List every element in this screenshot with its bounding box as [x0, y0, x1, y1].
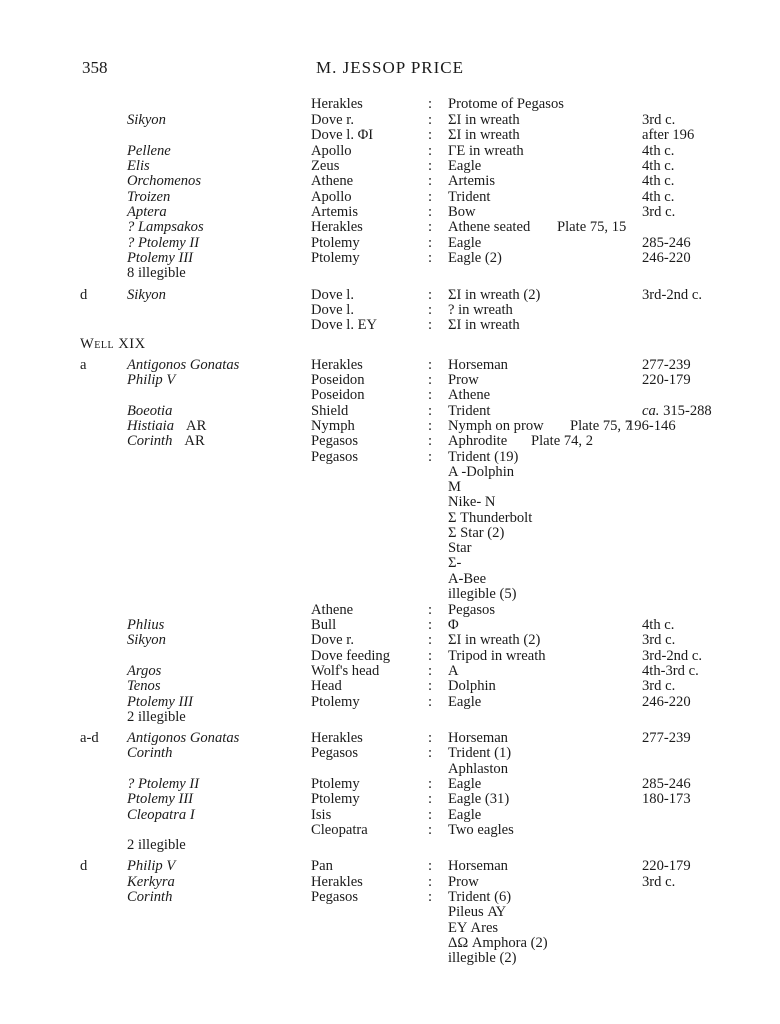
obverse-cell: Pegasos: [311, 433, 359, 449]
obverse-cell: Pegasos: [311, 889, 359, 905]
obverse-cell: Herakles: [311, 357, 363, 373]
reverse-cell: Σ-: [448, 555, 462, 571]
reverse-cell: Φ: [448, 617, 459, 633]
colon-separator: :: [428, 127, 433, 143]
reverse-cell: Athene seated: [448, 219, 531, 235]
colon-separator: :: [428, 96, 433, 112]
obverse-cell: Athene: [311, 602, 354, 618]
mint-cell: Kerkyra: [127, 874, 175, 890]
mint-cell: Corinth AR: [127, 433, 205, 449]
colon-separator: :: [428, 874, 433, 890]
table-row: [0, 464, 780, 480]
mint-cell: Cleopatra I: [127, 807, 195, 823]
context-label: a-d: [80, 730, 99, 746]
date-cell: 180-173: [642, 791, 691, 807]
obverse-cell: Athene: [311, 173, 354, 189]
obverse-cell: Herakles: [311, 219, 363, 235]
reverse-cell: Μ: [448, 479, 461, 495]
illegible-count: 8 illegible: [127, 265, 186, 281]
reverse-cell: Eagle: [448, 776, 482, 792]
section-heading: Well XIX: [80, 336, 146, 352]
mint-cell: Philip V: [127, 858, 176, 874]
reverse-cell: ΣΙ in wreath: [448, 317, 520, 333]
date-cell: 220-179: [642, 372, 691, 388]
mint-cell: ? Ptolemy II: [127, 776, 200, 792]
colon-separator: :: [428, 143, 433, 159]
reverse-cell: Σ Thunderbolt: [448, 510, 533, 526]
reverse-cell: Trident: [448, 189, 491, 205]
table-row: [0, 663, 780, 679]
reverse-cell: Α: [448, 663, 459, 679]
obverse-cell: Pegasos: [311, 745, 359, 761]
context-label: d: [80, 858, 88, 874]
colon-separator: :: [428, 648, 433, 664]
mint-cell: Aptera: [127, 204, 167, 220]
obverse-cell: Zeus: [311, 158, 340, 174]
table-row: [0, 372, 780, 388]
date-cell: 3rd c.: [642, 632, 676, 648]
obverse-cell: Wolf's head: [311, 663, 380, 679]
context-label: a: [80, 357, 87, 373]
obverse-cell: Herakles: [311, 96, 363, 112]
date-cell: 277-239: [642, 730, 691, 746]
table-row: [0, 648, 780, 664]
table-row: [0, 96, 780, 112]
obverse-cell: Ptolemy: [311, 235, 360, 251]
table-row: [0, 403, 780, 419]
table-row: [0, 143, 780, 159]
mint-cell: Corinth: [127, 745, 173, 761]
reverse-cell: Σ Star (2): [448, 525, 505, 541]
plate-reference: Plate 74, 2: [531, 433, 594, 449]
colon-separator: :: [428, 158, 433, 174]
colon-separator: :: [428, 807, 433, 823]
colon-separator: :: [428, 663, 433, 679]
table-row: [0, 112, 780, 128]
metal-label: AR: [186, 418, 207, 434]
obverse-cell: Dove r.: [311, 112, 354, 128]
reverse-cell: Eagle: [448, 235, 482, 251]
plate-reference: Plate 75, 7: [570, 418, 633, 434]
table-row: [0, 336, 780, 352]
mint-cell: Histiaia AR: [127, 418, 207, 434]
table-row: [0, 632, 780, 648]
colon-separator: :: [428, 418, 433, 434]
mint-cell: Argos: [127, 663, 162, 679]
obverse-cell: Dove l. ΕΥ: [311, 317, 378, 333]
table-row: [0, 694, 780, 710]
table-row: [0, 158, 780, 174]
table-row: [0, 387, 780, 403]
date-cell: 4th c.: [642, 617, 675, 633]
obverse-cell: Herakles: [311, 730, 363, 746]
colon-separator: :: [428, 250, 433, 266]
mint-cell: Orchomenos: [127, 173, 202, 189]
obverse-cell: Apollo: [311, 143, 352, 159]
obverse-cell: Apollo: [311, 189, 352, 205]
colon-separator: :: [428, 173, 433, 189]
mint-cell: Sikyon: [127, 112, 166, 128]
date-cell: 277-239: [642, 357, 691, 373]
table-row: [0, 935, 780, 951]
illegible-count: 2 illegible: [127, 837, 186, 853]
colon-separator: :: [428, 372, 433, 388]
running-head: M. JESSOP PRICE: [315, 58, 465, 77]
table-row: [0, 889, 780, 905]
mint-cell: Ptolemy III: [127, 694, 194, 710]
table-row: [0, 950, 780, 966]
colon-separator: :: [428, 219, 433, 235]
table-row: [0, 317, 780, 333]
reverse-cell: Prow: [448, 372, 479, 388]
colon-separator: :: [428, 889, 433, 905]
date-cell: 3rd c.: [642, 678, 676, 694]
obverse-cell: Dove l. ΦΙ: [311, 127, 374, 143]
reverse-cell: Eagle (2): [448, 250, 502, 266]
illegible-count: 2 illegible: [127, 709, 186, 725]
obverse-cell: Shield: [311, 403, 349, 419]
obverse-cell: Poseidon: [311, 387, 365, 403]
table-row: [0, 540, 780, 556]
colon-separator: :: [428, 745, 433, 761]
reverse-cell: Prow: [448, 874, 479, 890]
table-row: [0, 219, 780, 235]
mint-cell: Antigonos Gonatas: [127, 730, 240, 746]
date-cell: 3rd c.: [642, 874, 676, 890]
mint-cell: Philip V: [127, 372, 176, 388]
table-row: [0, 791, 780, 807]
colon-separator: :: [428, 433, 433, 449]
mint-cell: Troizen: [127, 189, 171, 205]
reverse-cell: ΣΙ in wreath: [448, 112, 520, 128]
mint-cell: Tenos: [127, 678, 161, 694]
colon-separator: :: [428, 858, 433, 874]
reverse-cell: ΕΥ Ares: [448, 920, 499, 936]
table-row: [0, 189, 780, 205]
table-row: [0, 617, 780, 633]
table-row: [0, 510, 780, 526]
colon-separator: :: [428, 617, 433, 633]
colon-separator: :: [428, 694, 433, 710]
mint-cell: Phlius: [127, 617, 165, 633]
obverse-cell: Ptolemy: [311, 776, 360, 792]
reverse-cell: illegible (5): [448, 586, 517, 602]
table-row: [0, 678, 780, 694]
mint-cell: Ptolemy III: [127, 791, 194, 807]
reverse-cell: Nymph on prow: [448, 418, 544, 434]
table-row: [0, 433, 780, 449]
reverse-cell: Eagle (31): [448, 791, 510, 807]
reverse-cell: ΣΙ in wreath: [448, 127, 520, 143]
obverse-cell: Dove r.: [311, 632, 354, 648]
table-row: [0, 807, 780, 823]
reverse-cell: illegible (2): [448, 950, 517, 966]
date-cell: after 196: [642, 127, 695, 143]
mint-cell: Boeotia: [127, 403, 173, 419]
colon-separator: :: [428, 822, 433, 838]
obverse-cell: Head: [311, 678, 342, 694]
mint-cell: Antigonos Gonatas: [127, 357, 240, 373]
mint-cell: Elis: [127, 158, 150, 174]
date-cell: 4th c.: [642, 158, 675, 174]
table-row: [0, 479, 780, 495]
mint-cell: ? Lampsakos: [127, 219, 204, 235]
reverse-cell: Horseman: [448, 730, 508, 746]
reverse-cell: Horseman: [448, 858, 508, 874]
reverse-cell: Trident (1): [448, 745, 512, 761]
table-row: [0, 730, 780, 746]
date-cell: 246-220: [642, 694, 691, 710]
colon-separator: :: [428, 112, 433, 128]
table-row: [0, 357, 780, 373]
reverse-cell: Artemis: [448, 173, 496, 189]
date-cell: 3rd-2nd c.: [642, 648, 702, 664]
reverse-cell: Α -Dolphin: [448, 464, 515, 480]
table-row: [0, 173, 780, 189]
obverse-cell: Poseidon: [311, 372, 365, 388]
obverse-cell: Nymph: [311, 418, 355, 434]
table-row: [0, 602, 780, 618]
date-cell: 285-246: [642, 235, 691, 251]
reverse-cell: Α-Bee: [448, 571, 487, 587]
mint-cell: Sikyon: [127, 632, 166, 648]
date-cell: 4th c.: [642, 189, 675, 205]
colon-separator: :: [428, 403, 433, 419]
date-cell: 4th c.: [642, 143, 675, 159]
date-cell: 285-246: [642, 776, 691, 792]
table-row: [0, 555, 780, 571]
table-row: [0, 761, 780, 777]
obverse-cell: Ptolemy: [311, 250, 360, 266]
obverse-cell: Artemis: [311, 204, 359, 220]
reverse-cell: Athene: [448, 387, 491, 403]
table-row: [0, 571, 780, 587]
obverse-cell: Cleopatra: [311, 822, 368, 838]
table-row: [0, 822, 780, 838]
table-row: [0, 920, 780, 936]
reverse-cell: Dolphin: [448, 678, 496, 694]
table-row: [0, 858, 780, 874]
reverse-cell: Trident (6): [448, 889, 512, 905]
colon-separator: :: [428, 791, 433, 807]
colon-separator: :: [428, 204, 433, 220]
reverse-cell: Star: [448, 540, 472, 556]
obverse-cell: Dove l.: [311, 287, 354, 303]
obverse-cell: Dove feeding: [311, 648, 391, 664]
table-row: [0, 418, 780, 434]
colon-separator: :: [428, 730, 433, 746]
table-row: [0, 265, 780, 281]
reverse-cell: Nike- Ν: [448, 494, 496, 510]
colon-separator: :: [428, 776, 433, 792]
table-row: [0, 494, 780, 510]
obverse-cell: Isis: [311, 807, 332, 823]
reverse-cell: Aphlaston: [448, 761, 508, 777]
table-row: [0, 776, 780, 792]
table-row: [0, 235, 780, 251]
colon-separator: :: [428, 287, 433, 303]
reverse-cell: Bow: [448, 204, 476, 220]
reverse-cell: Eagle: [448, 807, 482, 823]
reverse-cell: ΓΕ in wreath: [448, 143, 524, 159]
colon-separator: :: [428, 602, 433, 618]
reverse-cell: Tripod in wreath: [448, 648, 546, 664]
obverse-cell: Herakles: [311, 874, 363, 890]
colon-separator: :: [428, 678, 433, 694]
colon-separator: :: [428, 449, 433, 465]
date-cell: 4th-3rd c.: [642, 663, 699, 679]
mint-cell: Ptolemy III: [127, 250, 194, 266]
obverse-cell: Dove l.: [311, 302, 354, 318]
obverse-cell: Ptolemy: [311, 694, 360, 710]
page-number: 358: [82, 58, 108, 77]
colon-separator: :: [428, 302, 433, 318]
table-row: [0, 874, 780, 890]
colon-separator: :: [428, 632, 433, 648]
date-cell: 196-146: [627, 418, 676, 434]
reverse-cell: ΣΙ in wreath (2): [448, 632, 541, 648]
date-qualifier: ca.: [642, 403, 660, 419]
colon-separator: :: [428, 387, 433, 403]
reverse-cell: Two eagles: [448, 822, 514, 838]
date-cell: 3rd c.: [642, 112, 676, 128]
reverse-cell: ? in wreath: [448, 302, 513, 318]
table-row: [0, 302, 780, 318]
reverse-cell: Eagle: [448, 694, 482, 710]
metal-label: AR: [184, 433, 205, 449]
colon-separator: :: [428, 235, 433, 251]
reverse-cell: Pileus ΑΥ: [448, 904, 507, 920]
plate-reference: Plate 75, 15: [557, 219, 627, 235]
colon-separator: :: [428, 317, 433, 333]
mint-cell: ? Ptolemy II: [127, 235, 200, 251]
obverse-cell: Pegasos: [311, 449, 359, 465]
mint-cell: Corinth: [127, 889, 173, 905]
obverse-cell: Bull: [311, 617, 337, 633]
date-cell: ca. 315-288: [642, 403, 712, 419]
mint-cell: Pellene: [127, 143, 171, 159]
date-cell: 4th c.: [642, 173, 675, 189]
reverse-cell: Pegasos: [448, 602, 496, 618]
reverse-cell: Protome of Pegasos: [448, 96, 564, 112]
table-row: [0, 449, 780, 465]
reverse-cell: Aphrodite: [448, 433, 508, 449]
obverse-cell: Pan: [311, 858, 333, 874]
obverse-cell: Ptolemy: [311, 791, 360, 807]
date-cell: 220-179: [642, 858, 691, 874]
table-row: [0, 709, 780, 725]
reverse-cell: ΣΙ in wreath (2): [448, 287, 541, 303]
reverse-cell: Trident: [448, 403, 491, 419]
colon-separator: :: [428, 357, 433, 373]
table-row: [0, 525, 780, 541]
table-row: [0, 250, 780, 266]
table-row: [0, 745, 780, 761]
table-row: [0, 904, 780, 920]
date-cell: 246-220: [642, 250, 691, 266]
table-row: [0, 837, 780, 853]
date-cell: 3rd-2nd c.: [642, 287, 702, 303]
colon-separator: :: [428, 189, 433, 205]
reverse-cell: ΔΩ Amphora (2): [448, 935, 548, 951]
reverse-cell: Eagle: [448, 158, 482, 174]
table-row: [0, 586, 780, 602]
mint-cell: Sikyon: [127, 287, 166, 303]
reverse-cell: Horseman: [448, 357, 508, 373]
table-row: [0, 287, 780, 303]
context-label: d: [80, 287, 88, 303]
table-row: [0, 127, 780, 143]
reverse-cell: Trident (19): [448, 449, 519, 465]
table-row: [0, 204, 780, 220]
date-cell: 3rd c.: [642, 204, 676, 220]
